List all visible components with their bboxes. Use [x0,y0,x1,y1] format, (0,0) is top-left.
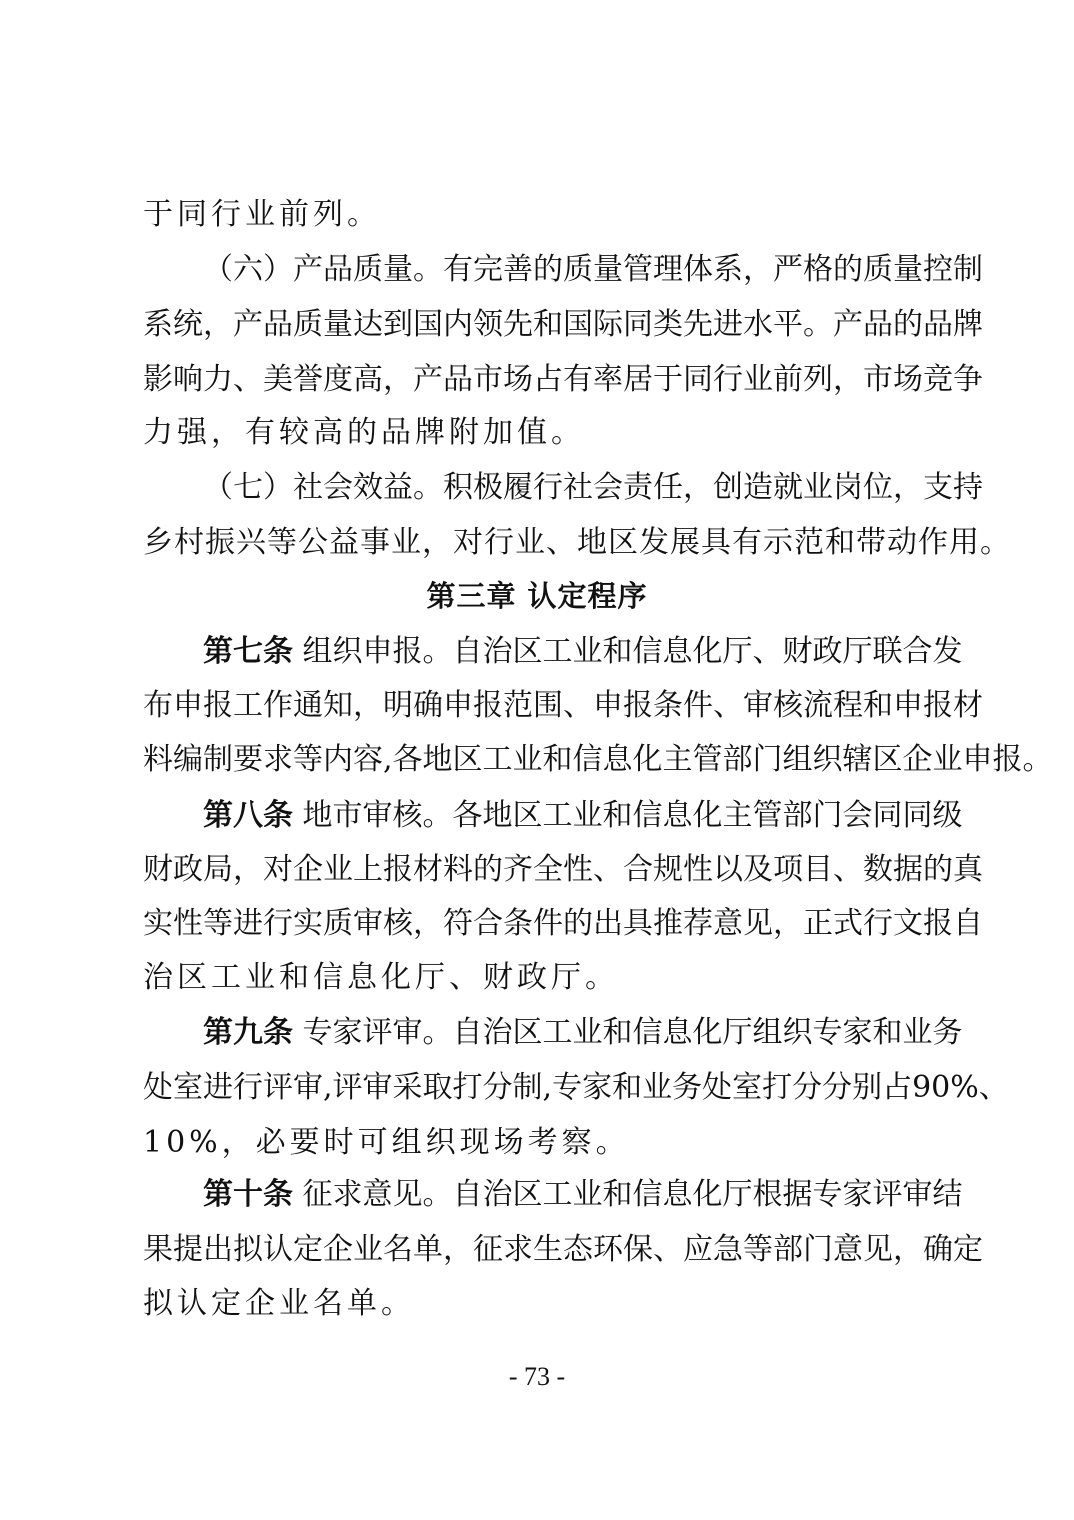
text-line: 10%，必要时可组织现场考察。 [143,1125,630,1160]
text-line: 系统，产品质量达到国内领先和国际同类先进水平。产品的品牌 [143,307,983,342]
page-number: - 73 - [508,1362,566,1391]
text-line: 影响力、美誉度高，产品市场占有率居于同行业前列，市场竞争 [143,362,983,397]
text-line: 治区工业和信息化厅、财政厅。 [143,960,619,995]
article-first-line [203,632,963,672]
article-label: 第十条 [203,1177,293,1212]
text-line: 力强，有较高的品牌附加值。 [143,415,585,450]
text-line: （六）产品质量。有完善的质量管理体系，严格的质量控制 [203,252,983,287]
text-line: 果提出拟认定企业名单，征求生态环保、应急等部门意见，确定 [143,1232,983,1267]
article-text: 征求意见。自治区工业和信息化厅根据专家评审结 [293,1177,963,1212]
text-line: 布申报工作通知，明确申报范围、申报条件、审核流程和申报材 [143,688,983,723]
article-first-line [203,1175,963,1215]
article-text: 专家评审。自治区工业和信息化厅组织专家和业务 [293,1015,963,1050]
text-line: （七）社会效益。积极履行社会责任，创造就业岗位，支持 [203,470,983,505]
text-line: 料编制要求等内容,各地区工业和信息化主管部门组织辖区企业申报。 [143,742,1053,777]
chapter-title: 第三章 认定程序 [426,579,648,613]
article-first-line [203,796,963,836]
article-label: 第九条 [203,1015,293,1050]
article-label: 第七条 [203,634,293,669]
text-line: 于同行业前列。 [143,197,381,232]
text-line: 拟认定企业名单。 [143,1286,415,1321]
text-line: 实性等进行实质审核，符合条件的出具推荐意见，正式行文报自 [143,906,983,941]
article-text: 组织申报。自治区工业和信息化厅、财政厅联合发 [293,634,963,669]
article-label: 第八条 [203,798,293,833]
text-line: 处室进行评审,评审采取打分制,专家和业务处室打分分别占90%、 [143,1070,1009,1105]
article-text: 地市审核。各地区工业和信息化主管部门会同同级 [293,798,963,833]
text-line: 财政局，对企业上报材料的齐全性、合规性以及项目、数据的真 [143,852,983,887]
text-line: 乡村振兴等公益事业，对行业、地区发展具有示范和带动作用。 [143,525,1011,560]
article-first-line [203,1013,963,1053]
